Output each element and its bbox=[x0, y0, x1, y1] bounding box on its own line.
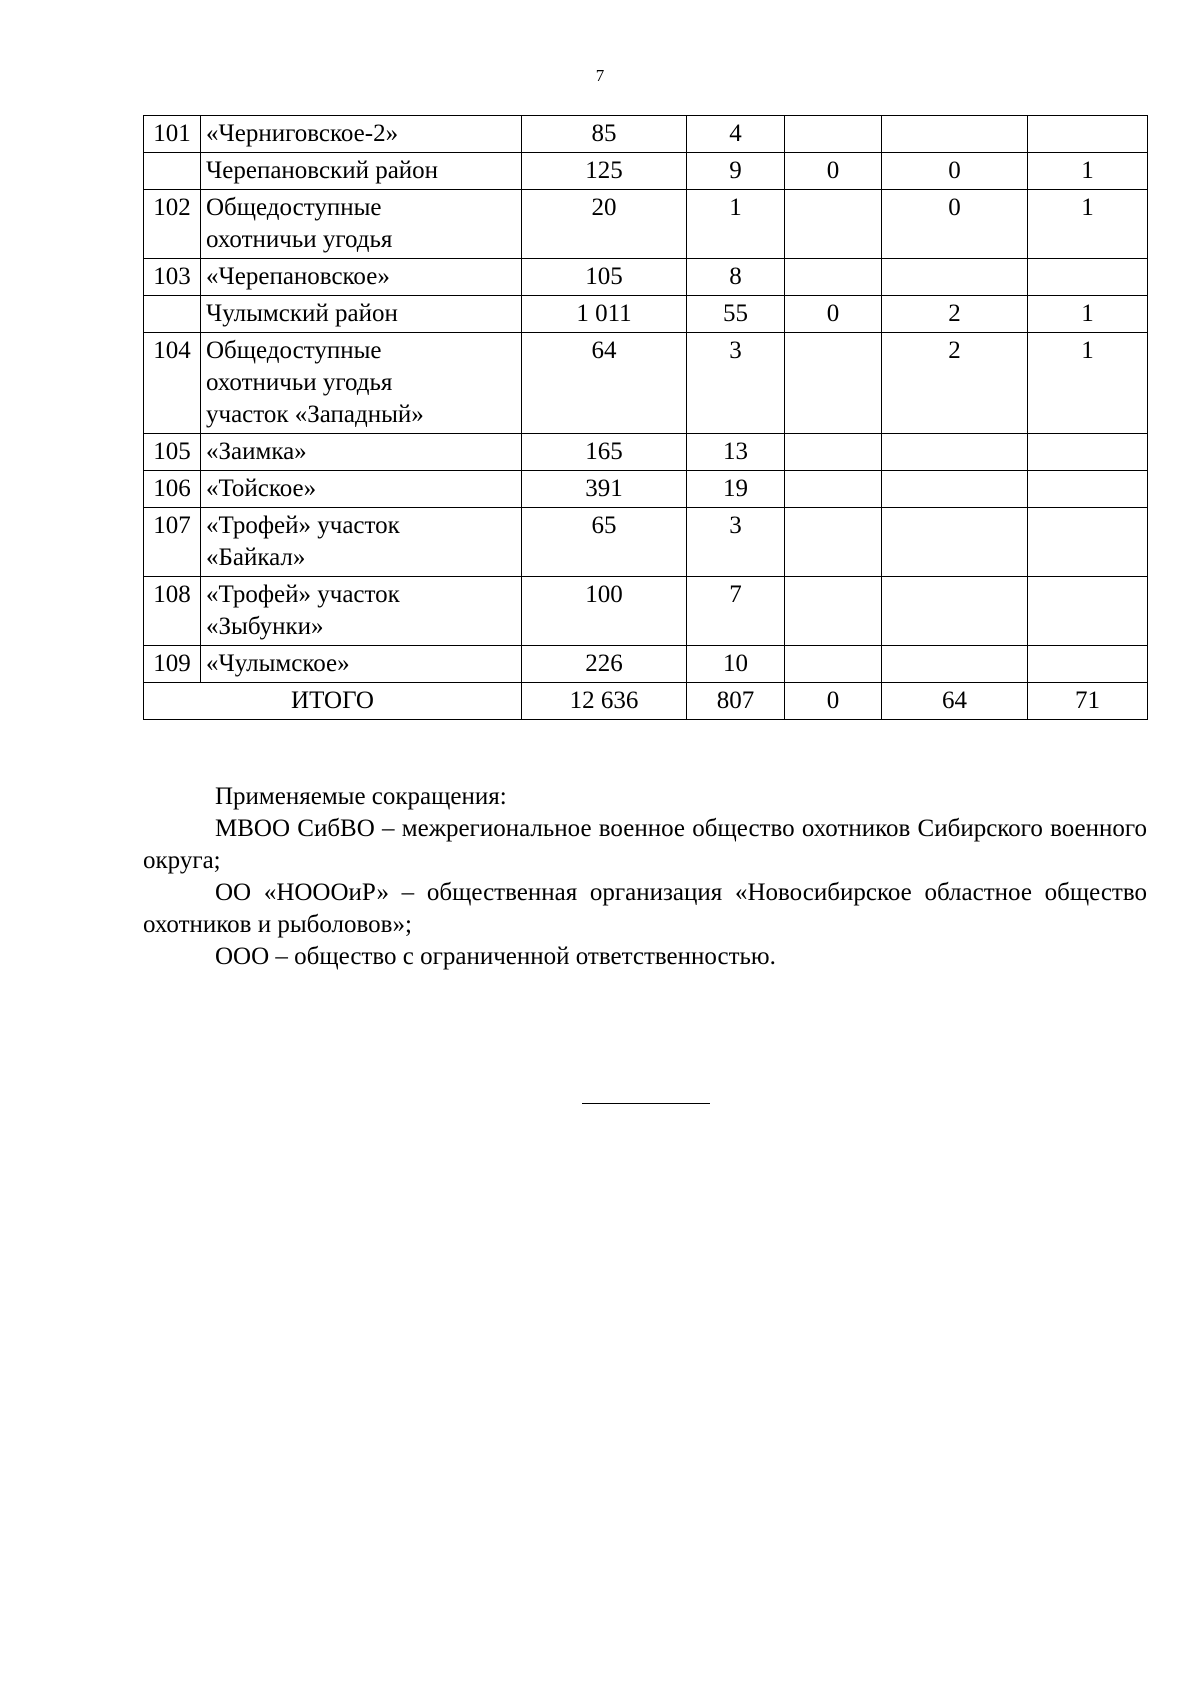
total-value-cell: 12 636 bbox=[522, 683, 687, 720]
value-cell: 0 bbox=[882, 190, 1028, 259]
value-cell bbox=[1028, 434, 1148, 471]
row-number-cell bbox=[144, 153, 201, 190]
value-cell: 3 bbox=[687, 508, 785, 577]
row-name-cell: Общедоступные охотничьи угодья участок «Западный» bbox=[201, 333, 522, 434]
total-value-cell: 71 bbox=[1028, 683, 1148, 720]
row-name-cell: «Черепановское» bbox=[201, 259, 522, 296]
value-cell bbox=[882, 116, 1028, 153]
value-cell: 65 bbox=[522, 508, 687, 577]
value-cell: 1 bbox=[1028, 190, 1148, 259]
value-cell bbox=[882, 508, 1028, 577]
table-row bbox=[144, 190, 1148, 259]
row-name-cell: Общедоступные охотничьи угодья bbox=[201, 190, 522, 259]
table-body bbox=[144, 116, 1148, 720]
value-cell: 10 bbox=[687, 646, 785, 683]
note-item: МВОО СибВО – межрегиональное военное общество охотников Сибирского военного округа; bbox=[143, 815, 1147, 874]
value-cell bbox=[785, 508, 882, 577]
row-name-cell: «Трофей» участок «Зыбунки» bbox=[201, 577, 522, 646]
value-cell bbox=[1028, 577, 1148, 646]
row-number-cell bbox=[144, 296, 201, 333]
value-cell: 2 bbox=[882, 333, 1028, 434]
value-cell bbox=[785, 646, 882, 683]
table-row bbox=[144, 116, 1148, 153]
value-cell bbox=[785, 333, 882, 434]
total-row bbox=[144, 683, 1148, 720]
table-row bbox=[144, 259, 1148, 296]
table-row bbox=[144, 471, 1148, 508]
value-cell bbox=[785, 471, 882, 508]
table-row bbox=[144, 333, 1148, 434]
value-cell bbox=[785, 259, 882, 296]
end-divider-line bbox=[582, 1103, 710, 1104]
value-cell: 165 bbox=[522, 434, 687, 471]
row-number-cell: 106 bbox=[144, 471, 201, 508]
value-cell: 3 bbox=[687, 333, 785, 434]
value-cell bbox=[882, 434, 1028, 471]
value-cell bbox=[882, 577, 1028, 646]
table-row bbox=[144, 296, 1148, 333]
row-number-cell: 104 bbox=[144, 333, 201, 434]
row-name-cell: «Тойское» bbox=[201, 471, 522, 508]
value-cell: 0 bbox=[785, 296, 882, 333]
row-name-cell: Черепановский район bbox=[201, 153, 522, 190]
row-number-cell: 109 bbox=[144, 646, 201, 683]
row-name-cell: Чулымский район bbox=[201, 296, 522, 333]
row-name-cell: «Чулымское» bbox=[201, 646, 522, 683]
table-row bbox=[144, 153, 1148, 190]
note-item: ООО – общество с ограниченной ответственностью. bbox=[215, 943, 776, 970]
table-row bbox=[144, 434, 1148, 471]
value-cell: 7 bbox=[687, 577, 785, 646]
row-name-cell: «Заимка» bbox=[201, 434, 522, 471]
value-cell bbox=[1028, 471, 1148, 508]
table-row bbox=[144, 508, 1148, 577]
value-cell bbox=[882, 646, 1028, 683]
row-name-cell: «Трофей» участок «Байкал» bbox=[201, 508, 522, 577]
value-cell: 19 bbox=[687, 471, 785, 508]
value-cell bbox=[785, 434, 882, 471]
value-cell: 125 bbox=[522, 153, 687, 190]
value-cell bbox=[1028, 508, 1148, 577]
value-cell: 55 bbox=[687, 296, 785, 333]
row-number-cell: 101 bbox=[144, 116, 201, 153]
value-cell bbox=[1028, 116, 1148, 153]
value-cell: 8 bbox=[687, 259, 785, 296]
value-cell: 226 bbox=[522, 646, 687, 683]
value-cell bbox=[882, 259, 1028, 296]
total-label-cell: ИТОГО bbox=[144, 683, 522, 720]
value-cell: 85 bbox=[522, 116, 687, 153]
value-cell: 64 bbox=[522, 333, 687, 434]
abbreviations-notes bbox=[143, 781, 1147, 973]
value-cell: 4 bbox=[687, 116, 785, 153]
row-number-cell: 102 bbox=[144, 190, 201, 259]
value-cell: 13 bbox=[687, 434, 785, 471]
total-value-cell: 807 bbox=[687, 683, 785, 720]
row-number-cell: 108 bbox=[144, 577, 201, 646]
total-value-cell: 64 bbox=[882, 683, 1028, 720]
value-cell: 1 011 bbox=[522, 296, 687, 333]
page-number: 7 bbox=[595, 66, 605, 85]
value-cell: 391 bbox=[522, 471, 687, 508]
row-number-cell: 103 bbox=[144, 259, 201, 296]
note-item: ОО «НОООиР» – общественная организация «Новосибирское областное общество охотников и рыболовов»; bbox=[143, 879, 1147, 938]
value-cell bbox=[1028, 646, 1148, 683]
total-value-cell: 0 bbox=[785, 683, 882, 720]
value-cell: 1 bbox=[1028, 333, 1148, 434]
table-row bbox=[144, 577, 1148, 646]
value-cell: 1 bbox=[1028, 296, 1148, 333]
row-name-cell: «Черниговское-2» bbox=[201, 116, 522, 153]
value-cell: 2 bbox=[882, 296, 1028, 333]
value-cell: 100 bbox=[522, 577, 687, 646]
value-cell bbox=[882, 471, 1028, 508]
value-cell: 0 bbox=[882, 153, 1028, 190]
table-row bbox=[144, 646, 1148, 683]
value-cell: 20 bbox=[522, 190, 687, 259]
row-number-cell: 107 bbox=[144, 508, 201, 577]
value-cell: 1 bbox=[1028, 153, 1148, 190]
value-cell: 9 bbox=[687, 153, 785, 190]
value-cell: 1 bbox=[687, 190, 785, 259]
value-cell: 105 bbox=[522, 259, 687, 296]
row-number-cell: 105 bbox=[144, 434, 201, 471]
value-cell: 0 bbox=[785, 153, 882, 190]
value-cell bbox=[785, 577, 882, 646]
value-cell bbox=[785, 190, 882, 259]
notes-heading: Применяемые сокращения: bbox=[215, 783, 507, 810]
value-cell bbox=[1028, 259, 1148, 296]
hunting-grounds-table bbox=[143, 115, 1148, 720]
value-cell bbox=[785, 116, 882, 153]
